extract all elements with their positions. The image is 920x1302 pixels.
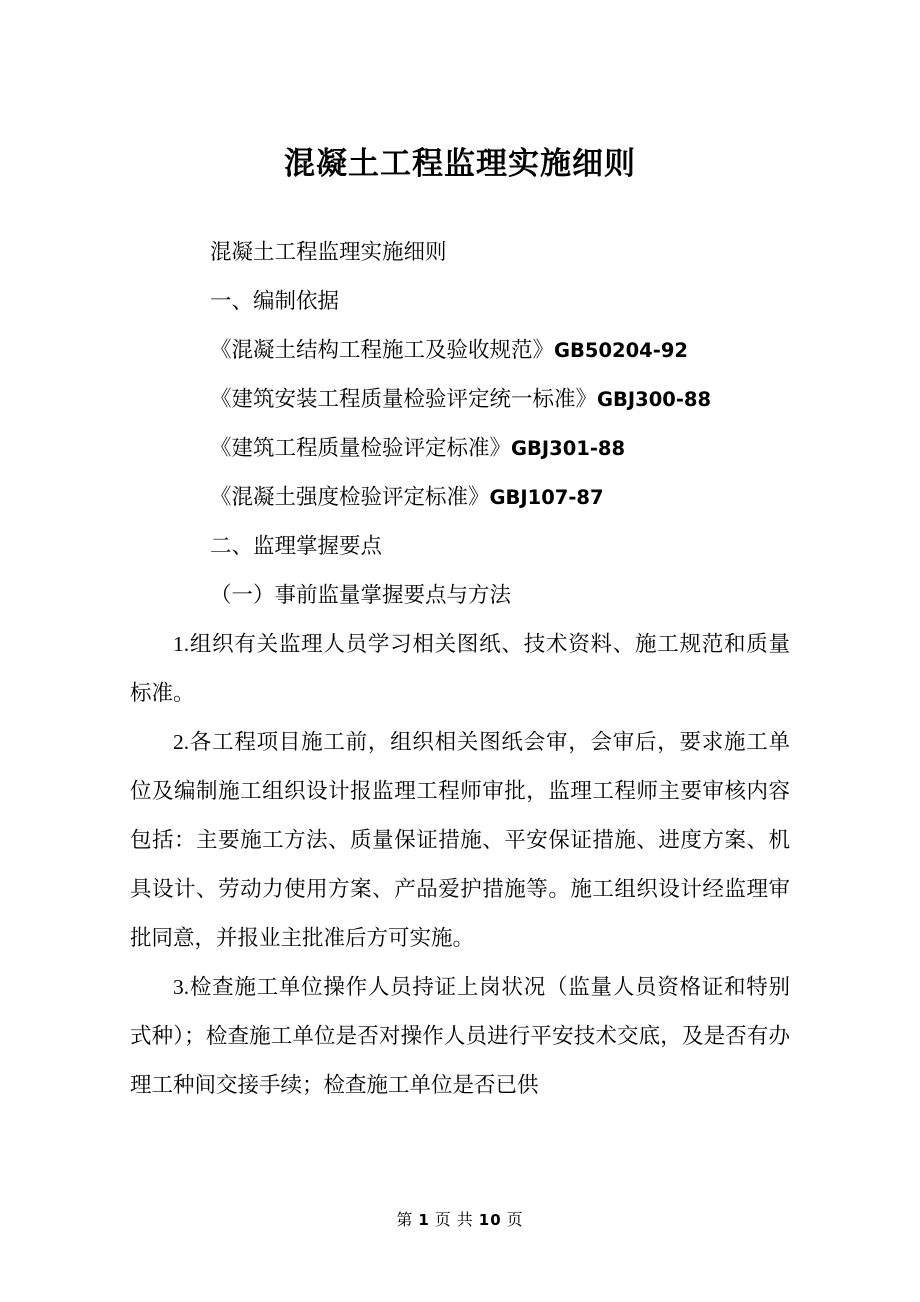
paragraph	[130, 424, 790, 473]
paragraph-text: 二、监理掌握要点	[210, 534, 383, 558]
paragraph: 3.检查施工单位操作人员持证上岗状况（监量人员资格证和特别式种）；检查施工单位是否对操作人员进行平安技术交底，及是否有办理工种间交接手续；检查施工单位是否已供	[130, 975, 790, 1097]
standard-code: GBJ301-88	[511, 437, 626, 460]
page-title: 混凝土工程监理实施细则	[284, 146, 636, 182]
paragraph: 2.各工程项目施工前，组织相关图纸会审，会审后，要求施工单位及编制施工组织设计报监理工程师审批，监理工程师主要审核内容包括：主要施工方法、质量保证措施、平安保证措施、进度方案、机具设计、劳动力使用方案、产品爱护措施等。施工组织设计经监理审批同意，并报业主批准后方可实施。	[130, 730, 790, 950]
footer-suffix: 页	[506, 1212, 524, 1229]
document-body	[130, 228, 790, 1110]
paragraph-text: （一）事前监量掌握要点与方法	[210, 583, 512, 607]
paragraph: 1.组织有关监理人员学习相关图纸、技术资料、施工规范和质量标准。	[130, 632, 790, 705]
page-number-text	[396, 1207, 523, 1230]
current-page-number: 1	[418, 1211, 430, 1229]
paragraph-text: 《混凝土结构工程施工及验收规范》	[210, 338, 555, 362]
page-footer	[0, 1207, 920, 1230]
standard-code: GBJ300-88	[597, 388, 712, 411]
paragraph	[130, 326, 790, 375]
paragraph	[130, 571, 790, 620]
paragraph-text: 一、编制依据	[210, 289, 340, 313]
paragraph-text: 《建筑工程质量检验评定标准》	[210, 436, 512, 460]
footer-prefix: 第	[396, 1212, 414, 1229]
standard-code: GB50204-92	[554, 339, 688, 362]
paragraph	[130, 228, 790, 277]
standard-code: GBJ107-87	[489, 486, 604, 509]
paragraph	[130, 522, 790, 571]
total-page-number: 10	[478, 1211, 502, 1229]
paragraph	[130, 473, 790, 522]
paragraph-text: 《建筑安装工程质量检验评定统一标准》	[210, 387, 598, 411]
paragraph-text: 混凝土工程监理实施细则	[210, 240, 447, 264]
paragraph	[130, 375, 790, 424]
paragraph-text: 《混凝土强度检验评定标准》	[210, 485, 490, 509]
footer-middle: 页 共	[434, 1212, 474, 1229]
paragraph	[130, 277, 790, 326]
